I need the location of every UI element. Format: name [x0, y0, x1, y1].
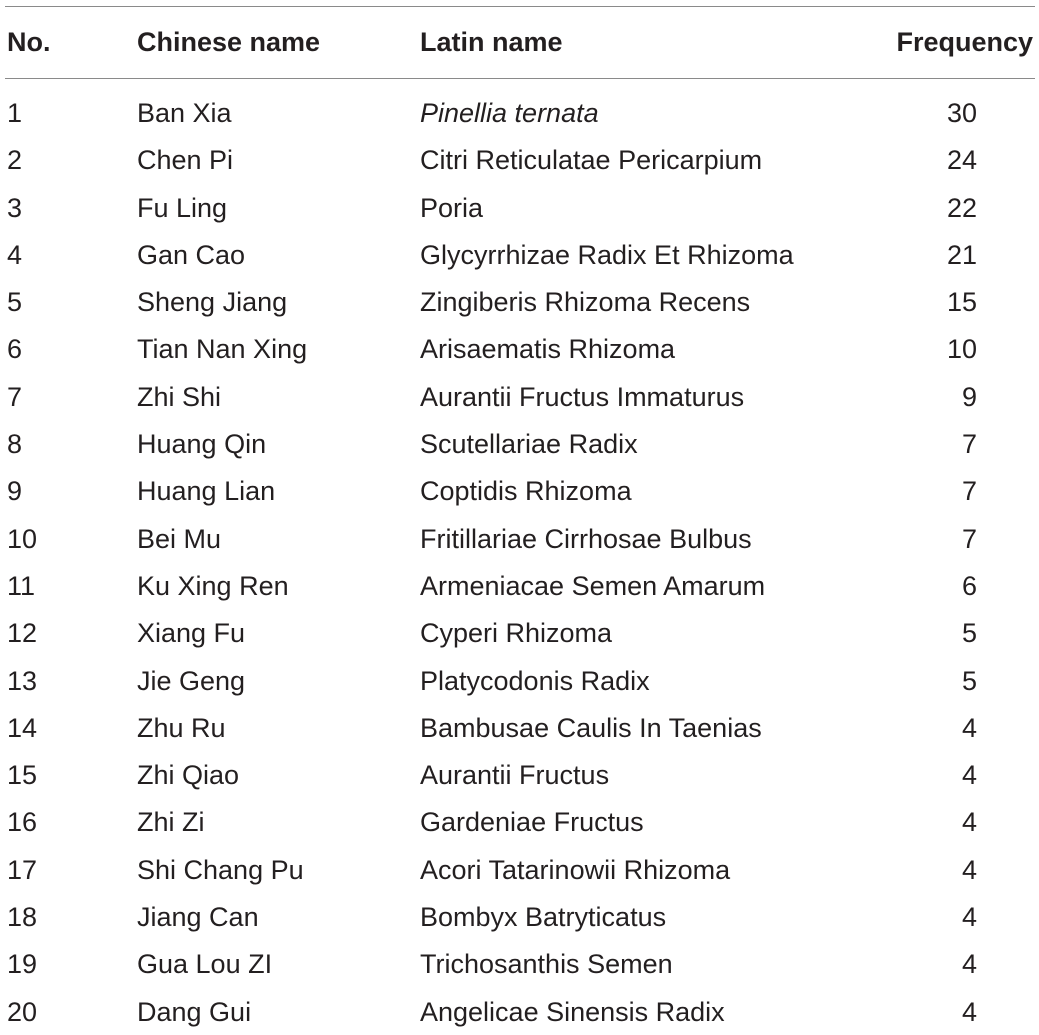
cell-latin-name: Aurantii Fructus [420, 760, 610, 791]
table-body [5, 79, 1035, 1035]
cell-latin-name: Poria [420, 192, 484, 223]
table-row [5, 846, 1035, 893]
cell-latin-name: Zingiberis Rhizoma Recens [420, 287, 751, 318]
cell-latin-name: Citri Reticulatae Pericarpium [420, 145, 763, 176]
header-latin-name: Latin name [420, 27, 563, 57]
cell-no: 20 [7, 996, 38, 1027]
cell-latin-name: Platycodonis Radix [420, 665, 650, 696]
cell-frequency: 24 [946, 145, 977, 176]
cell-frequency: 30 [946, 98, 977, 128]
table-row [5, 420, 1035, 467]
cell-chinese-name: Shi Chang Pu [137, 854, 304, 885]
table-row [5, 751, 1035, 798]
cell-frequency: 4 [961, 902, 977, 933]
cell-chinese-name: Huang Qin [137, 429, 267, 460]
table-row [5, 562, 1035, 609]
cell-no: 17 [7, 854, 38, 885]
cell-chinese-name: Zhi Zi [137, 807, 205, 838]
cell-frequency: 4 [961, 760, 977, 791]
cell-no: 9 [7, 476, 23, 507]
table-row [5, 657, 1035, 704]
table-row [5, 704, 1035, 751]
cell-latin-name: Armeniacae Semen Amarum [420, 570, 766, 601]
cell-frequency: 6 [961, 570, 977, 601]
cell-chinese-name: Ku Xing Ren [137, 570, 289, 601]
table-row [5, 467, 1035, 514]
cell-chinese-name: Sheng Jiang [137, 287, 288, 318]
table-row [5, 373, 1035, 420]
table-row [5, 940, 1035, 987]
table-row [5, 893, 1035, 940]
cell-latin-name: Coptidis Rhizoma [420, 476, 632, 507]
table-row [5, 278, 1035, 325]
cell-frequency: 5 [961, 618, 977, 649]
cell-frequency: 22 [946, 192, 977, 223]
cell-chinese-name: Zhu Ru [137, 712, 226, 743]
cell-chinese-name: Zhi Qiao [137, 760, 240, 791]
herb-frequency-table [5, 6, 1035, 1035]
cell-frequency: 5 [961, 665, 977, 696]
cell-latin-name: Pinellia ternata [420, 98, 599, 128]
table-row [5, 798, 1035, 845]
table-row [5, 988, 1035, 1035]
cell-no: 8 [7, 429, 23, 460]
cell-no: 3 [7, 192, 23, 223]
cell-frequency: 7 [961, 476, 977, 507]
cell-chinese-name: Tian Nan Xing [137, 334, 308, 365]
cell-no: 15 [7, 760, 38, 791]
cell-no: 2 [7, 145, 23, 176]
cell-frequency: 4 [961, 996, 977, 1027]
cell-no: 13 [7, 665, 38, 696]
table-row [5, 231, 1035, 278]
cell-frequency: 21 [946, 239, 977, 270]
cell-no: 19 [7, 949, 38, 980]
cell-chinese-name: Bei Mu [137, 523, 222, 554]
cell-chinese-name: Xiang Fu [137, 618, 246, 649]
cell-no: 11 [7, 570, 36, 601]
cell-latin-name: Scutellariae Radix [420, 429, 638, 460]
cell-chinese-name: Chen Pi [137, 145, 234, 176]
cell-frequency: 4 [961, 949, 977, 980]
table-row [5, 89, 1035, 136]
table-header-row [5, 7, 1035, 79]
cell-latin-name: Fritillariae Cirrhosae Bulbus [420, 523, 752, 554]
cell-no: 4 [7, 239, 23, 270]
cell-no: 1 [7, 98, 23, 128]
cell-no: 6 [7, 334, 23, 365]
cell-chinese-name: Gan Cao [137, 239, 246, 270]
header-no: No. [7, 27, 51, 57]
cell-latin-name: Bambusae Caulis In Taenias [420, 712, 762, 743]
cell-chinese-name: Zhi Shi [137, 381, 222, 412]
table-row [5, 515, 1035, 562]
cell-frequency: 7 [961, 523, 977, 554]
cell-chinese-name: Jie Geng [137, 665, 246, 696]
table-row [5, 184, 1035, 231]
cell-latin-name: Trichosanthis Semen [420, 949, 673, 980]
cell-frequency: 15 [946, 287, 977, 318]
cell-latin-name: Glycyrrhizae Radix Et Rhizoma [420, 239, 794, 270]
cell-frequency: 9 [961, 381, 977, 412]
cell-no: 16 [7, 807, 38, 838]
cell-latin-name: Cyperi Rhizoma [420, 618, 613, 649]
header-chinese-name: Chinese name [137, 27, 321, 57]
cell-frequency: 4 [961, 807, 977, 838]
cell-no: 5 [7, 287, 23, 318]
cell-frequency: 4 [961, 854, 977, 885]
cell-latin-name: Gardeniae Fructus [420, 807, 644, 838]
cell-chinese-name: Gua Lou ZI [137, 949, 273, 980]
cell-latin-name: Aurantii Fructus Immaturus [420, 381, 745, 412]
cell-no: 14 [7, 712, 38, 743]
table-row [5, 609, 1035, 656]
cell-latin-name: Bombyx Batryticatus [420, 902, 667, 933]
table-row [5, 325, 1035, 372]
header-frequency: Frequency [896, 27, 1033, 57]
cell-no: 12 [7, 618, 38, 649]
cell-latin-name: Arisaematis Rhizoma [420, 334, 676, 365]
cell-chinese-name: Fu Ling [137, 192, 228, 223]
cell-frequency: 7 [961, 429, 977, 460]
cell-chinese-name: Ban Xia [137, 98, 232, 128]
cell-latin-name: Angelicae Sinensis Radix [420, 996, 725, 1027]
table-row [5, 136, 1035, 183]
cell-frequency: 4 [961, 712, 977, 743]
cell-chinese-name: Dang Gui [137, 996, 252, 1027]
cell-frequency: 10 [946, 334, 977, 365]
cell-chinese-name: Jiang Can [137, 902, 259, 933]
cell-no: 10 [7, 523, 38, 554]
cell-no: 7 [7, 381, 23, 412]
cell-no: 18 [7, 902, 38, 933]
cell-latin-name: Acori Tatarinowii Rhizoma [420, 854, 731, 885]
cell-chinese-name: Huang Lian [137, 476, 276, 507]
